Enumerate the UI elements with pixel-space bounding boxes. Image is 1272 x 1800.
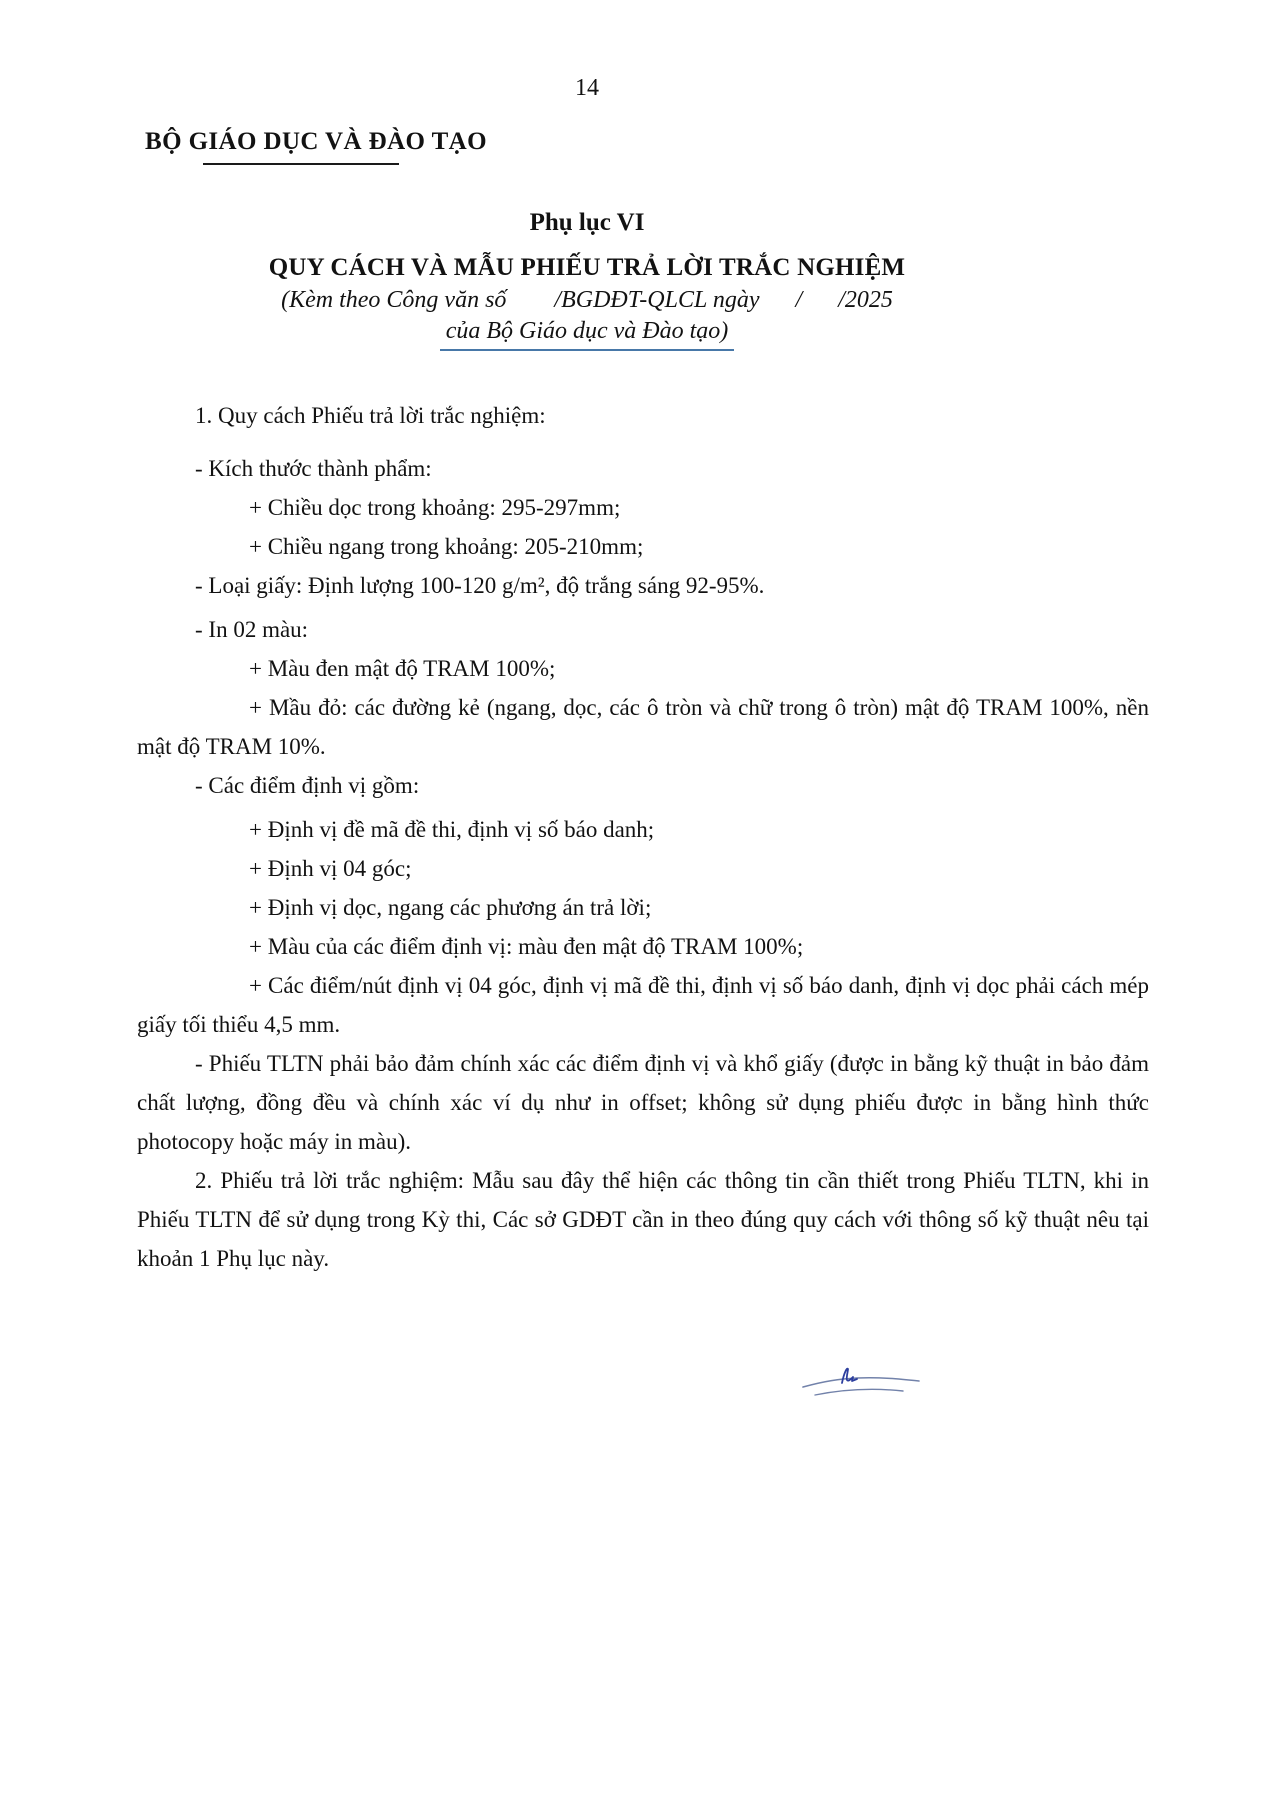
- body-paragraph: - In 02 màu:: [195, 617, 309, 642]
- body-paragraph: + Định vị 04 góc;: [249, 856, 412, 881]
- section-2-paragraph: 2. Phiếu trả lời trắc nghiệm: Mẫu sau đây thể hiện các thông tin cần thiết trong Phiếu TLTN, khi in Phiếu TLTN để sử dụng trong Kỳ thi, Các sở GDĐT cần in theo đúng quy cách với thông số kỹ thuật nêu tại khoản 1 Phụ lục này.: [137, 1168, 1149, 1271]
- body-paragraph: + Các điểm/nút định vị 04 góc, định vị mã đề thi, định vị số báo danh, định vị dọc phải cách mép giấy tối thiểu 4,5 mm.: [137, 973, 1149, 1037]
- body-paragraph: + Định vị dọc, ngang các phương án trả lời;: [249, 895, 652, 920]
- signature-stroke-lower: [815, 1389, 903, 1395]
- attribution-line-2: của Bộ Giáo dục và Đào tạo): [440, 316, 735, 351]
- signature-stroke-upper: [803, 1378, 919, 1387]
- body-paragraph: + Chiều ngang trong khoảng: 205-210mm;: [249, 534, 644, 559]
- document-body: [137, 396, 1149, 1278]
- section-1-heading: 1. Quy cách Phiếu trả lời trắc nghiệm:: [195, 403, 546, 428]
- body-paragraph: + Màu đen mật độ TRAM 100%;: [249, 656, 556, 681]
- signature-stroke-ink: [842, 1369, 857, 1383]
- body-paragraph: + Chiều dọc trong khoảng: 295-297mm;: [249, 495, 621, 520]
- attribution-line-1: (Kèm theo Công văn số /BGDĐT-QLCL ngày / /2025: [281, 287, 893, 313]
- page-number: 14: [575, 75, 599, 101]
- body-paragraph: + Định vị đề mã đề thi, định vị số báo danh;: [249, 817, 655, 842]
- body-paragraph: - Các điểm định vị gồm:: [195, 773, 420, 798]
- body-paragraph: - Phiếu TLTN phải bảo đảm chính xác các điểm định vị và khổ giấy (được in bằng kỹ thuật in bảo đảm chất lượng, đồng đều và chính xác ví dụ như in offset; không sử dụng phiếu được in bằng hình thức photocopy hoặc máy in màu).: [137, 1051, 1149, 1154]
- appendix-label: Phụ lục VI: [529, 209, 645, 236]
- body-paragraph: - Loại giấy: Định lượng 100-120 g/m², độ trắng sáng 92-95%.: [195, 573, 765, 598]
- signature-scribble: [795, 1356, 930, 1404]
- body-paragraph: + Mầu đỏ: các đường kẻ (ngang, dọc, các ô tròn và chữ trong ô tròn) mật độ TRAM 100%, nền mật độ TRAM 10%.: [137, 695, 1149, 759]
- document-content: [137, 0, 1149, 1278]
- document-heading: [137, 209, 1037, 351]
- body-paragraph: - Kích thước thành phẩm:: [195, 456, 432, 481]
- org-name: BỘ GIÁO DỤC VÀ ĐÀO TẠO: [145, 128, 487, 165]
- body-paragraph: + Màu của các điểm định vị: màu đen mật độ TRAM 100%;: [249, 934, 804, 959]
- document-title: QUY CÁCH VÀ MẪU PHIẾU TRẢ LỜI TRẮC NGHIỆM: [268, 254, 906, 281]
